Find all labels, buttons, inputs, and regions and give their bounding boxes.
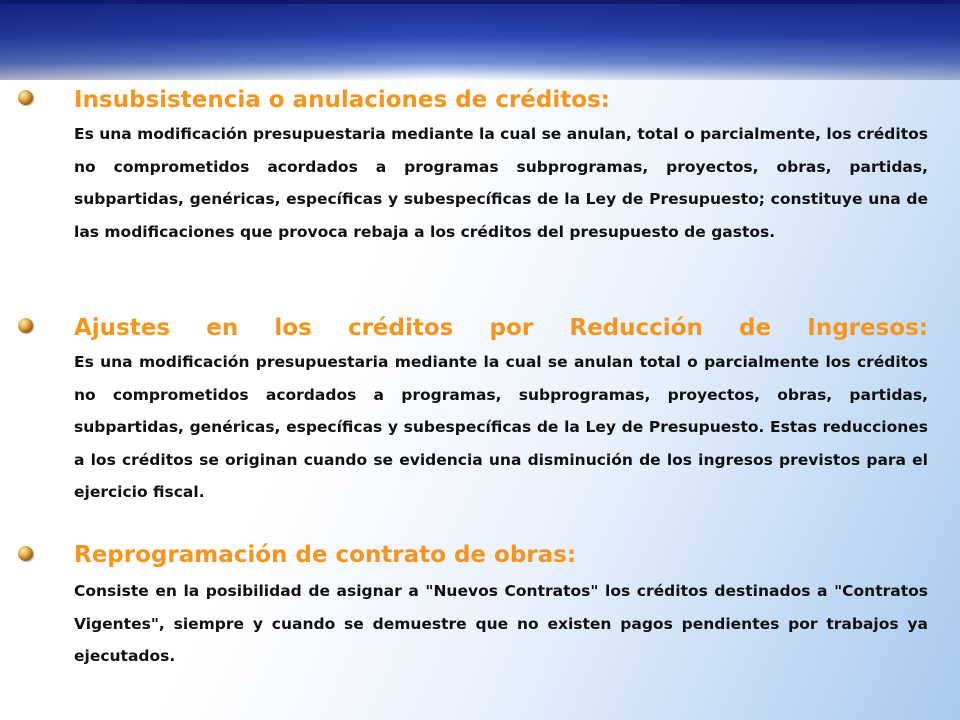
section-heading: Ajustes en los créditos por Reducción de Ingresos: (74, 315, 928, 341)
bullet-icon (18, 318, 33, 333)
section-heading: Reprogramación de contrato de obras: (74, 542, 577, 568)
bullet-icon (18, 90, 33, 105)
section-body: Es una modificación presupuestaria mediante la cual se anulan, total o parcialmente, los créditos no comprometidos acordados a programas subprogramas, proyectos, obras, partidas, subpartidas, genéricas, específicas y subespecíficas de la Ley de Presupuesto; constituye una de las modificaciones que provoca rebaja a los créditos del presupuesto de gastos. (74, 125, 928, 241)
header-band (0, 0, 960, 80)
section-body: Consiste en la posibilidad de asignar a "Nuevos Contratos" los créditos destinados a "Contratos Vigentes", siempre y cuando se demuestre que no existen pagos pendientes por trabajos ya ejecutados. (74, 582, 928, 665)
section-body: Es una modificación presupuestaria mediante la cual se anulan total o parcialmente los créditos no comprometidos acordados a programas, subprogramas, proyectos, obras, partidas, subpartidas, genéricas, específicas y subespecíficas de la Ley de Presupuesto. Estas reducciones a los créditos se originan cuando se evidencia una disminución de los ingresos previstos para el ejercicio fiscal. (74, 353, 928, 501)
header-line (0, 0, 960, 4)
bullet-icon (18, 546, 33, 561)
section-heading: Insubsistencia o anulaciones de créditos: (74, 87, 610, 113)
